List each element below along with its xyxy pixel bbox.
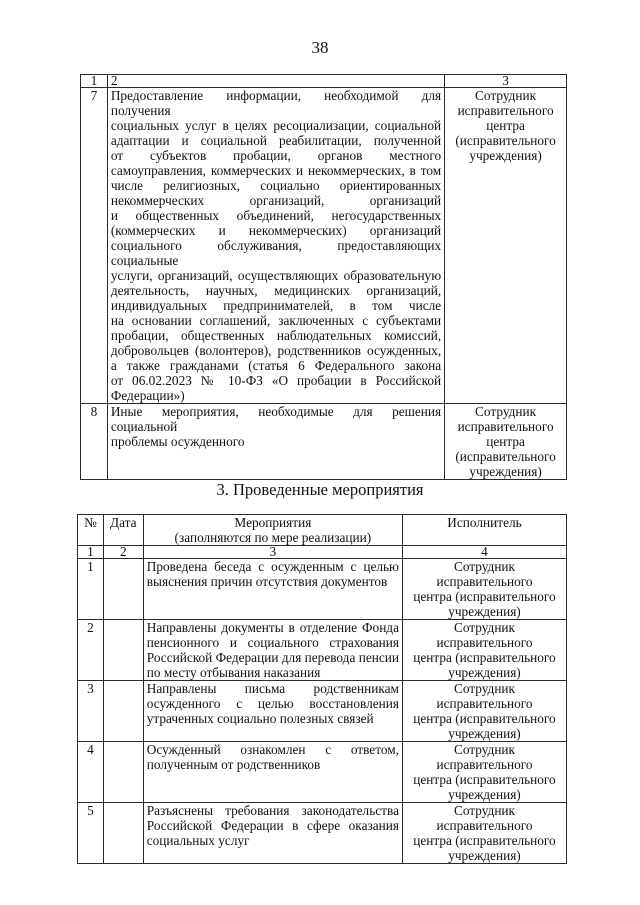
activity-cell [143,803,402,864]
executor-cell [445,404,567,480]
completed-activities-table [77,514,567,864]
activity-cell [143,681,402,742]
column-numbers-row [78,546,567,559]
row-number: 4 [78,742,104,803]
text-line: Федерации») [110,388,185,403]
measure-description [107,404,444,480]
text-line: социального обслуживания, предоставляющих социальные [110,238,442,268]
text-line: пенсионного и социального страхования [146,635,399,650]
text-line: Российской Федерации для перевода пенсии [146,650,399,665]
table-row [78,620,567,681]
header-executor: Исполнитель [402,515,566,546]
text-line: по месту отбывания наказания [146,665,321,680]
row-number: 3 [78,681,104,742]
text-line: Иные мероприятия, необходимые для решения социальной [110,404,442,434]
executor-cell [402,559,566,620]
text-line: индивидуальных предпринимателей, в том числе [110,298,442,313]
text-line: Разъяснены требования законодательства [146,803,399,818]
column-number-1: 1 [81,75,108,88]
text-line: социальных услуг в целях ресоциализации, социальной [110,118,442,133]
text-line: адаптации и социальной реабилитации, полученной [110,133,442,148]
table-header-row [78,515,567,546]
column-number-4: 4 [402,546,566,559]
executor-line: учреждения) [448,604,521,619]
executor-line: учреждения) [448,726,521,741]
text-line: осужденного с целью восстановления [146,696,399,711]
header-activities [143,515,402,546]
executor-line: центра [486,118,525,133]
text-line: деятельность, научных, медицинских организаций, [110,283,442,298]
text-line: пробации, общественных наблюдательных комиссий, [110,328,442,343]
executor-line: учреждения) [448,665,521,680]
text-line: утраченных социально полезных связей [146,711,374,726]
text-line: Осужденный ознакомлен с ответом, [146,742,399,757]
text-line: проблемы осужденного [110,434,245,449]
text-line: и общественных объединений, негосударственных [110,208,442,223]
date-cell [103,620,143,681]
executor-line: учреждения) [469,148,542,163]
activity-cell [143,620,402,681]
executor-line: Сотрудник исправительного [436,803,533,833]
table-row [78,742,567,803]
table-row [78,681,567,742]
text-line: услуги, организаций, осуществляющих образовательную [110,268,442,283]
executor-line: центра (исправительного [413,650,556,665]
executor-line: исправительного [457,103,554,118]
column-number-3: 3 [445,75,567,88]
text-line: некоммерческих организаций, организаций [110,193,442,208]
date-cell [103,559,143,620]
executor-line: центра [486,434,525,449]
executor-cell [402,742,566,803]
row-number: 1 [78,559,104,620]
text-line: полученным от родственников [146,757,321,772]
text-line: Проведена беседа с осужденным с целью [146,559,399,574]
table-row [81,404,567,480]
text-line: от 06.02.2023 № 10-ФЗ «О пробации в Российской [110,373,442,388]
date-cell [103,681,143,742]
executor-line: Сотрудник [475,88,537,103]
executor-line: (исправительного [455,449,556,464]
executor-cell [402,620,566,681]
executor-cell [445,88,567,404]
executor-line: центра (исправительного [413,833,556,848]
row-number: 7 [81,88,108,404]
executor-line: Сотрудник [475,404,537,419]
executor-line: учреждения) [469,464,542,479]
activity-cell [143,559,402,620]
text-line: (коммерческих и некоммерческих) организаций [110,223,442,238]
table-header-row [81,75,567,88]
executor-cell [402,681,566,742]
measure-description [107,88,444,404]
column-number-2: 2 [103,546,143,559]
row-number: 8 [81,404,108,480]
date-cell [103,803,143,864]
executor-line: исправительного [457,419,554,434]
header-activities-note: (заполняются по мере реализации) [174,530,372,545]
text-line: самоуправления, коммерческих и некоммерческих, в том [110,163,442,178]
table-row [78,803,567,864]
text-line: числе религиозных, социально ориентированных [110,178,442,193]
text-line: Направлены документы в отделение Фонда [146,620,399,635]
executor-cell [402,803,566,864]
text-line: Направлены письма родственникам [146,681,399,696]
text-line: выяснения причин отсутствия документов [146,574,388,589]
row-number: 2 [78,620,104,681]
continued-measures-table [80,74,567,480]
executor-line: Сотрудник исправительного [436,681,533,711]
page-number: 38 [311,38,329,57]
table-row [81,88,567,404]
text-line: добровольцев (волонтеров), родственников осужденных, [110,343,442,358]
header-activities-label: Мероприятия [234,515,312,530]
column-number-1: 1 [78,546,104,559]
executor-line: Сотрудник исправительного [436,559,533,589]
text-line: Предоставление информации, необходимой для получения [110,88,442,118]
executor-line: центра (исправительного [413,711,556,726]
header-number: № [78,515,104,546]
column-number-2: 2 [107,75,444,88]
executor-line: учреждения) [448,848,521,863]
executor-line: Сотрудник исправительного [436,620,533,650]
date-cell [103,742,143,803]
text-line: социальных услуг [146,833,250,848]
executor-line: (исправительного [455,133,556,148]
executor-line: центра (исправительного [413,772,556,787]
text-line: Российской Федерации в сфере оказания [146,818,399,833]
row-number: 5 [78,803,104,864]
column-number-3: 3 [143,546,402,559]
text-line: а также гражданами (статья 6 Федерального закона [110,358,442,373]
header-date: Дата [103,515,143,546]
executor-line: центра (исправительного [413,589,556,604]
section-title: 3. Проведенные мероприятия [216,480,424,499]
activity-cell [143,742,402,803]
executor-line: учреждения) [448,787,521,802]
text-line: от субъектов пробации, органов местного [110,148,442,163]
executor-line: Сотрудник исправительного [436,742,533,772]
text-line: на основании соглашений, заключенных с субъектами [110,313,442,328]
table-row [78,559,567,620]
